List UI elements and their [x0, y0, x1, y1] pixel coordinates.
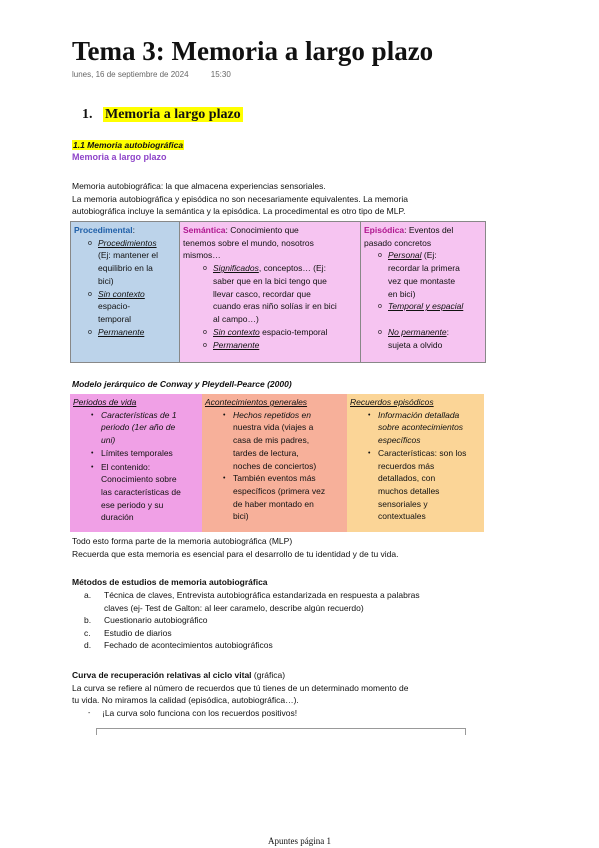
term: No permanente [388, 326, 447, 337]
list-item [72, 589, 420, 614]
circle-bullet-icon: o [88, 290, 92, 298]
circle-bullet-icon: o [88, 328, 92, 336]
section-number: 1. [82, 107, 93, 122]
term-text: saber que en la bici tengo que [213, 275, 327, 286]
circle-bullet-icon: o [378, 252, 382, 260]
item-text: detallados, con [378, 473, 436, 484]
dash-bullet-icon: - [88, 709, 91, 717]
curve-title-suffix: (gráfica) [251, 670, 286, 680]
circle-bullet-icon: o [203, 342, 207, 350]
paragraph-line: Todo esto forma parte de la memoria autobiográfica (MLP) [72, 536, 293, 546]
item-text: bici) [233, 511, 249, 522]
list-item [72, 627, 420, 640]
bullet-icon: • [223, 411, 226, 419]
column-text: pasado concretos [364, 237, 432, 248]
term: Permanente [213, 340, 260, 351]
bullet-icon: • [91, 463, 94, 471]
term-text: cuando eras niño solías ir en bici [213, 301, 337, 312]
semantica-label: Semántica [183, 225, 226, 235]
item-text: El contenido: [101, 461, 151, 472]
episodica-label: Episódica [364, 225, 405, 235]
term-text: llevar casco, recordar que [213, 288, 311, 299]
after-model-paragraph [72, 535, 399, 560]
curve-title: Curva de recuperación relativas al ciclo vital [72, 670, 252, 680]
page-footer: Apuntes página 1 [268, 836, 331, 846]
list-item-text: Técnica de claves, Entrevista autobiográfica estandarizada en respuesta a palabras [104, 590, 420, 600]
list-item-text: Estudio de diarios [104, 627, 172, 638]
term-text: : [446, 326, 449, 337]
list-item [72, 639, 420, 652]
item-text: duración [101, 512, 134, 523]
item-text: específicos [378, 435, 421, 446]
term-text: bici) [98, 275, 114, 286]
page-title: Tema 3: Memoria a largo plazo [72, 36, 434, 66]
intro-paragraph [72, 180, 408, 218]
item-text: muchos detalles [378, 485, 440, 496]
intro-line: La memoria autobiográfica y episódica no son necesariamente equivalentes. La memoria [72, 193, 408, 204]
term-text: (Ej: [421, 250, 437, 261]
section-heading-text: Memoria a largo plazo [105, 107, 241, 122]
item-text: ese periodo y su [101, 499, 164, 510]
subheading: 1.1 Memoria autobiográfica [73, 140, 184, 150]
intro-line: autobiográfica incluye la semántica y la episódica. La procedimental es otro tipo de MLP. [72, 206, 406, 216]
term-text: equilibrio en la [98, 263, 153, 274]
intro-line: Memoria autobiográfica: la que almacena experiencias sensoriales. [72, 181, 326, 191]
term-text: vez que montaste [388, 275, 456, 286]
item-text: casa de mis padres, [233, 435, 310, 446]
term-text: temporal [98, 313, 132, 324]
term-text: recordar la primera [388, 263, 460, 274]
episodica-column [361, 222, 485, 362]
bullet-icon: • [368, 411, 371, 419]
term: Procedimientos [98, 237, 157, 248]
acontecimientos-column [202, 394, 347, 532]
term-text: (Ej: mantener el [98, 250, 158, 261]
item-text: contextuales [378, 511, 426, 522]
methods-list [72, 589, 420, 652]
periodos-column [70, 394, 202, 532]
column-header: Periodos de vida [73, 397, 137, 407]
item-text: tardes de lectura, [233, 447, 299, 458]
term-text: espacio-temporal [259, 326, 328, 337]
item-text: de haber montado en [233, 498, 314, 509]
term: Temporal y espacial [388, 301, 464, 312]
term-text: sujeta a olvido [388, 339, 443, 350]
list-item-text: claves (ej- Test de Galton: al leer caramelo, describe algún recuerdo) [104, 602, 364, 613]
procedimental-label: Procedimental [74, 225, 133, 235]
paragraph-line: tu vida. No miramos la calidad (episódica, autobiográfica…). [72, 695, 299, 705]
term-text: , conceptos… (Ej: [258, 263, 326, 274]
term-text: en bici) [388, 288, 416, 299]
page-time: 15:30 [210, 70, 231, 79]
recuerdos-column [347, 394, 484, 532]
item-text: uni) [101, 435, 116, 446]
circle-bullet-icon: o [88, 239, 92, 247]
item-text: Hechos repetidos en [233, 409, 311, 420]
item-text: Conocimiento sobre [101, 474, 177, 485]
column-text: tenemos sobre el mundo, nosotros [183, 237, 314, 248]
circle-bullet-icon: o [203, 328, 207, 336]
curve-bullet-text: ¡La curva solo funciona con los recuerdos positivos! [102, 707, 298, 718]
item-text: Límites temporales [101, 447, 173, 458]
bullet-icon: • [368, 449, 371, 457]
column-text: mismos… [183, 250, 221, 261]
list-item-text: Cuestionario autobiográfico [104, 615, 208, 625]
procedimental-column: Procedimental: o Procedimientos (Ej: mantener el equilibrio en la bici) o Sin contexto espacio- temporal o Permanente [71, 222, 180, 362]
item-text: sobre acontecimientos [378, 422, 464, 433]
term: Personal [388, 250, 422, 261]
list-marker: d. [84, 640, 92, 650]
list-marker: b. [84, 615, 92, 625]
item-text: Características: son los [378, 447, 467, 458]
semantica-column [180, 222, 361, 362]
conway-model-table [70, 394, 484, 532]
graph-placeholder-frame [96, 728, 466, 735]
paragraph-line: Recuerda que esta memoria es esencial para el desarrollo de tu identidad y de tu vida. [72, 548, 399, 559]
item-text: nuestra vida (viajes a [233, 422, 314, 433]
column-text: : Eventos del [404, 225, 454, 235]
circle-bullet-icon: o [203, 265, 207, 273]
list-marker: c. [84, 627, 91, 638]
item-text: periodo (1er año de [101, 422, 176, 433]
item-text: sensoriales y [378, 498, 428, 509]
methods-title: Métodos de estudios de memoria autobiográfica [72, 577, 268, 587]
subtitle: Memoria a largo plazo [72, 152, 167, 162]
list-marker: a. [84, 590, 92, 600]
term: Significados [213, 263, 259, 274]
list-item [72, 614, 420, 627]
circle-bullet-icon: o [378, 303, 382, 311]
item-text: También eventos más [233, 473, 316, 484]
section-heading [82, 107, 243, 123]
bullet-icon: • [91, 449, 94, 457]
item-text: noches de conciertos) [233, 460, 317, 471]
column-header: Recuerdos episódicos [350, 397, 434, 407]
bullet-icon: • [223, 475, 226, 483]
page-date: lunes, 16 de septiembre de 2024 [72, 70, 189, 79]
term-text: al campo…) [213, 313, 259, 324]
item-text: recuerdos más [378, 460, 435, 471]
term: Sin contexto [98, 288, 145, 299]
item-text: específicos (primera vez [233, 485, 326, 496]
page-meta [72, 70, 251, 79]
term: Sin contexto [213, 326, 260, 337]
item-text: Información detallada [378, 409, 460, 420]
column-text: : Conocimiento que [225, 225, 299, 235]
term: Permanente [98, 326, 145, 337]
list-item-text: Fechado de acontecimientos autobiográficos [104, 640, 273, 650]
bullet-icon: • [91, 411, 94, 419]
term-text: espacio- [98, 301, 131, 312]
paragraph-line: La curva se refiere al número de recuerdos que tú tienes de un determinado momento de [72, 682, 409, 693]
model-title: Modelo jerárquico de Conway y Pleydell-Pearce (2000) [72, 379, 292, 389]
circle-bullet-icon: o [378, 328, 382, 336]
curve-section [72, 669, 408, 720]
memory-types-table [70, 221, 486, 363]
column-header: Acontecimientos generales [205, 397, 308, 407]
item-text: Características de 1 [101, 409, 177, 420]
item-text: las características de [101, 486, 181, 497]
